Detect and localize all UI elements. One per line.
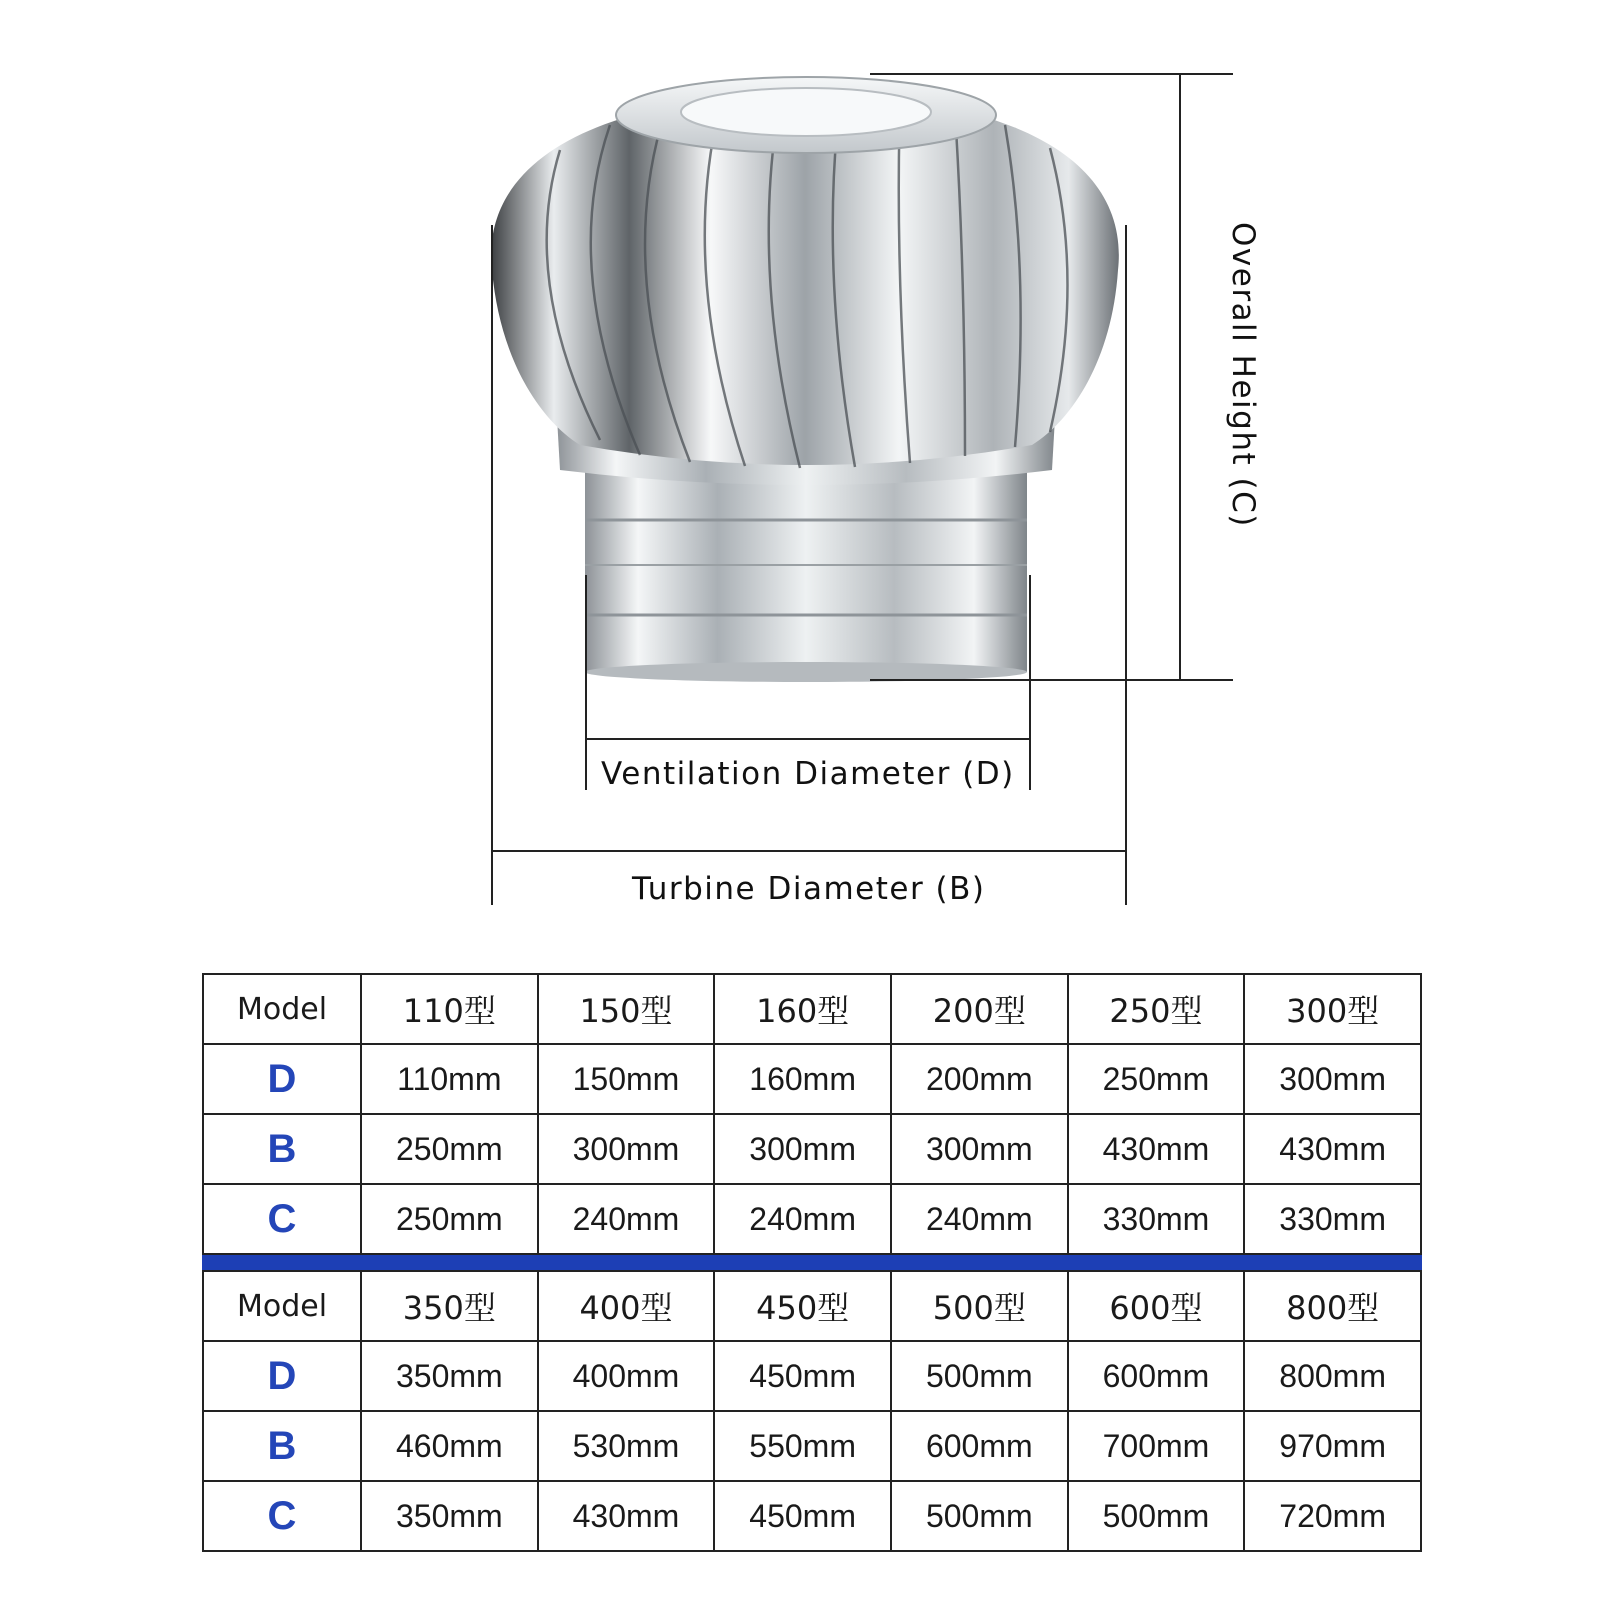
param-header: C xyxy=(203,1481,361,1551)
param-row xyxy=(203,1411,1421,1481)
value-cell: 200mm xyxy=(891,1044,1068,1114)
model-row xyxy=(203,1271,1421,1341)
table-divider xyxy=(203,1254,1421,1271)
value-cell: 300mm xyxy=(538,1114,715,1184)
param-header: C xyxy=(203,1184,361,1254)
model-row xyxy=(203,974,1421,1044)
value-cell: 240mm xyxy=(891,1184,1068,1254)
model-cell: 500型 xyxy=(891,1271,1068,1341)
param-row xyxy=(203,1184,1421,1254)
value-cell: 700mm xyxy=(1068,1411,1245,1481)
model-cell: 800型 xyxy=(1244,1271,1421,1341)
model-cell: 200型 xyxy=(891,974,1068,1044)
value-cell: 350mm xyxy=(361,1341,538,1411)
value-cell: 450mm xyxy=(714,1481,891,1551)
model-cell: 250型 xyxy=(1068,974,1245,1044)
value-cell: 600mm xyxy=(891,1411,1068,1481)
overall-height-label: Overall Height (C) xyxy=(1225,222,1261,528)
param-header: D xyxy=(203,1044,361,1114)
value-cell: 250mm xyxy=(1068,1044,1245,1114)
value-cell: 460mm xyxy=(361,1411,538,1481)
model-cell: 600型 xyxy=(1068,1271,1245,1341)
value-cell: 300mm xyxy=(714,1114,891,1184)
value-cell: 250mm xyxy=(361,1184,538,1254)
param-header: B xyxy=(203,1114,361,1184)
value-cell: 240mm xyxy=(538,1184,715,1254)
value-cell: 430mm xyxy=(1244,1114,1421,1184)
value-cell: 500mm xyxy=(1068,1481,1245,1551)
turbine-diameter-label: Turbine Diameter (B) xyxy=(632,871,986,907)
value-cell: 500mm xyxy=(891,1341,1068,1411)
value-cell: 800mm xyxy=(1244,1341,1421,1411)
param-header: D xyxy=(203,1341,361,1411)
divider-bar xyxy=(203,1254,1421,1271)
param-header: B xyxy=(203,1411,361,1481)
model-cell: 110型 xyxy=(361,974,538,1044)
value-cell: 110mm xyxy=(361,1044,538,1114)
value-cell: 530mm xyxy=(538,1411,715,1481)
param-row xyxy=(203,1044,1421,1114)
value-cell: 450mm xyxy=(714,1341,891,1411)
model-cell: 150型 xyxy=(538,974,715,1044)
value-cell: 550mm xyxy=(714,1411,891,1481)
model-cell: 450型 xyxy=(714,1271,891,1341)
value-cell: 430mm xyxy=(1068,1114,1245,1184)
value-cell: 350mm xyxy=(361,1481,538,1551)
value-cell: 300mm xyxy=(891,1114,1068,1184)
value-cell: 500mm xyxy=(891,1481,1068,1551)
value-cell: 300mm xyxy=(1244,1044,1421,1114)
value-cell: 250mm xyxy=(361,1114,538,1184)
value-cell: 240mm xyxy=(714,1184,891,1254)
param-row xyxy=(203,1341,1421,1411)
value-cell: 150mm xyxy=(538,1044,715,1114)
value-cell: 330mm xyxy=(1068,1184,1245,1254)
value-cell: 600mm xyxy=(1068,1341,1245,1411)
value-cell: 430mm xyxy=(538,1481,715,1551)
value-cell: 400mm xyxy=(538,1341,715,1411)
model-header: Model xyxy=(203,974,361,1044)
model-cell: 300型 xyxy=(1244,974,1421,1044)
spec-table xyxy=(202,973,1422,1552)
value-cell: 330mm xyxy=(1244,1184,1421,1254)
param-row xyxy=(203,1481,1421,1551)
ventilation-diameter-label: Ventilation Diameter (D) xyxy=(601,756,1015,792)
param-row xyxy=(203,1114,1421,1184)
value-cell: 160mm xyxy=(714,1044,891,1114)
model-header: Model xyxy=(203,1271,361,1341)
model-cell: 350型 xyxy=(361,1271,538,1341)
model-cell: 400型 xyxy=(538,1271,715,1341)
model-cell: 160型 xyxy=(714,974,891,1044)
value-cell: 720mm xyxy=(1244,1481,1421,1551)
value-cell: 970mm xyxy=(1244,1411,1421,1481)
